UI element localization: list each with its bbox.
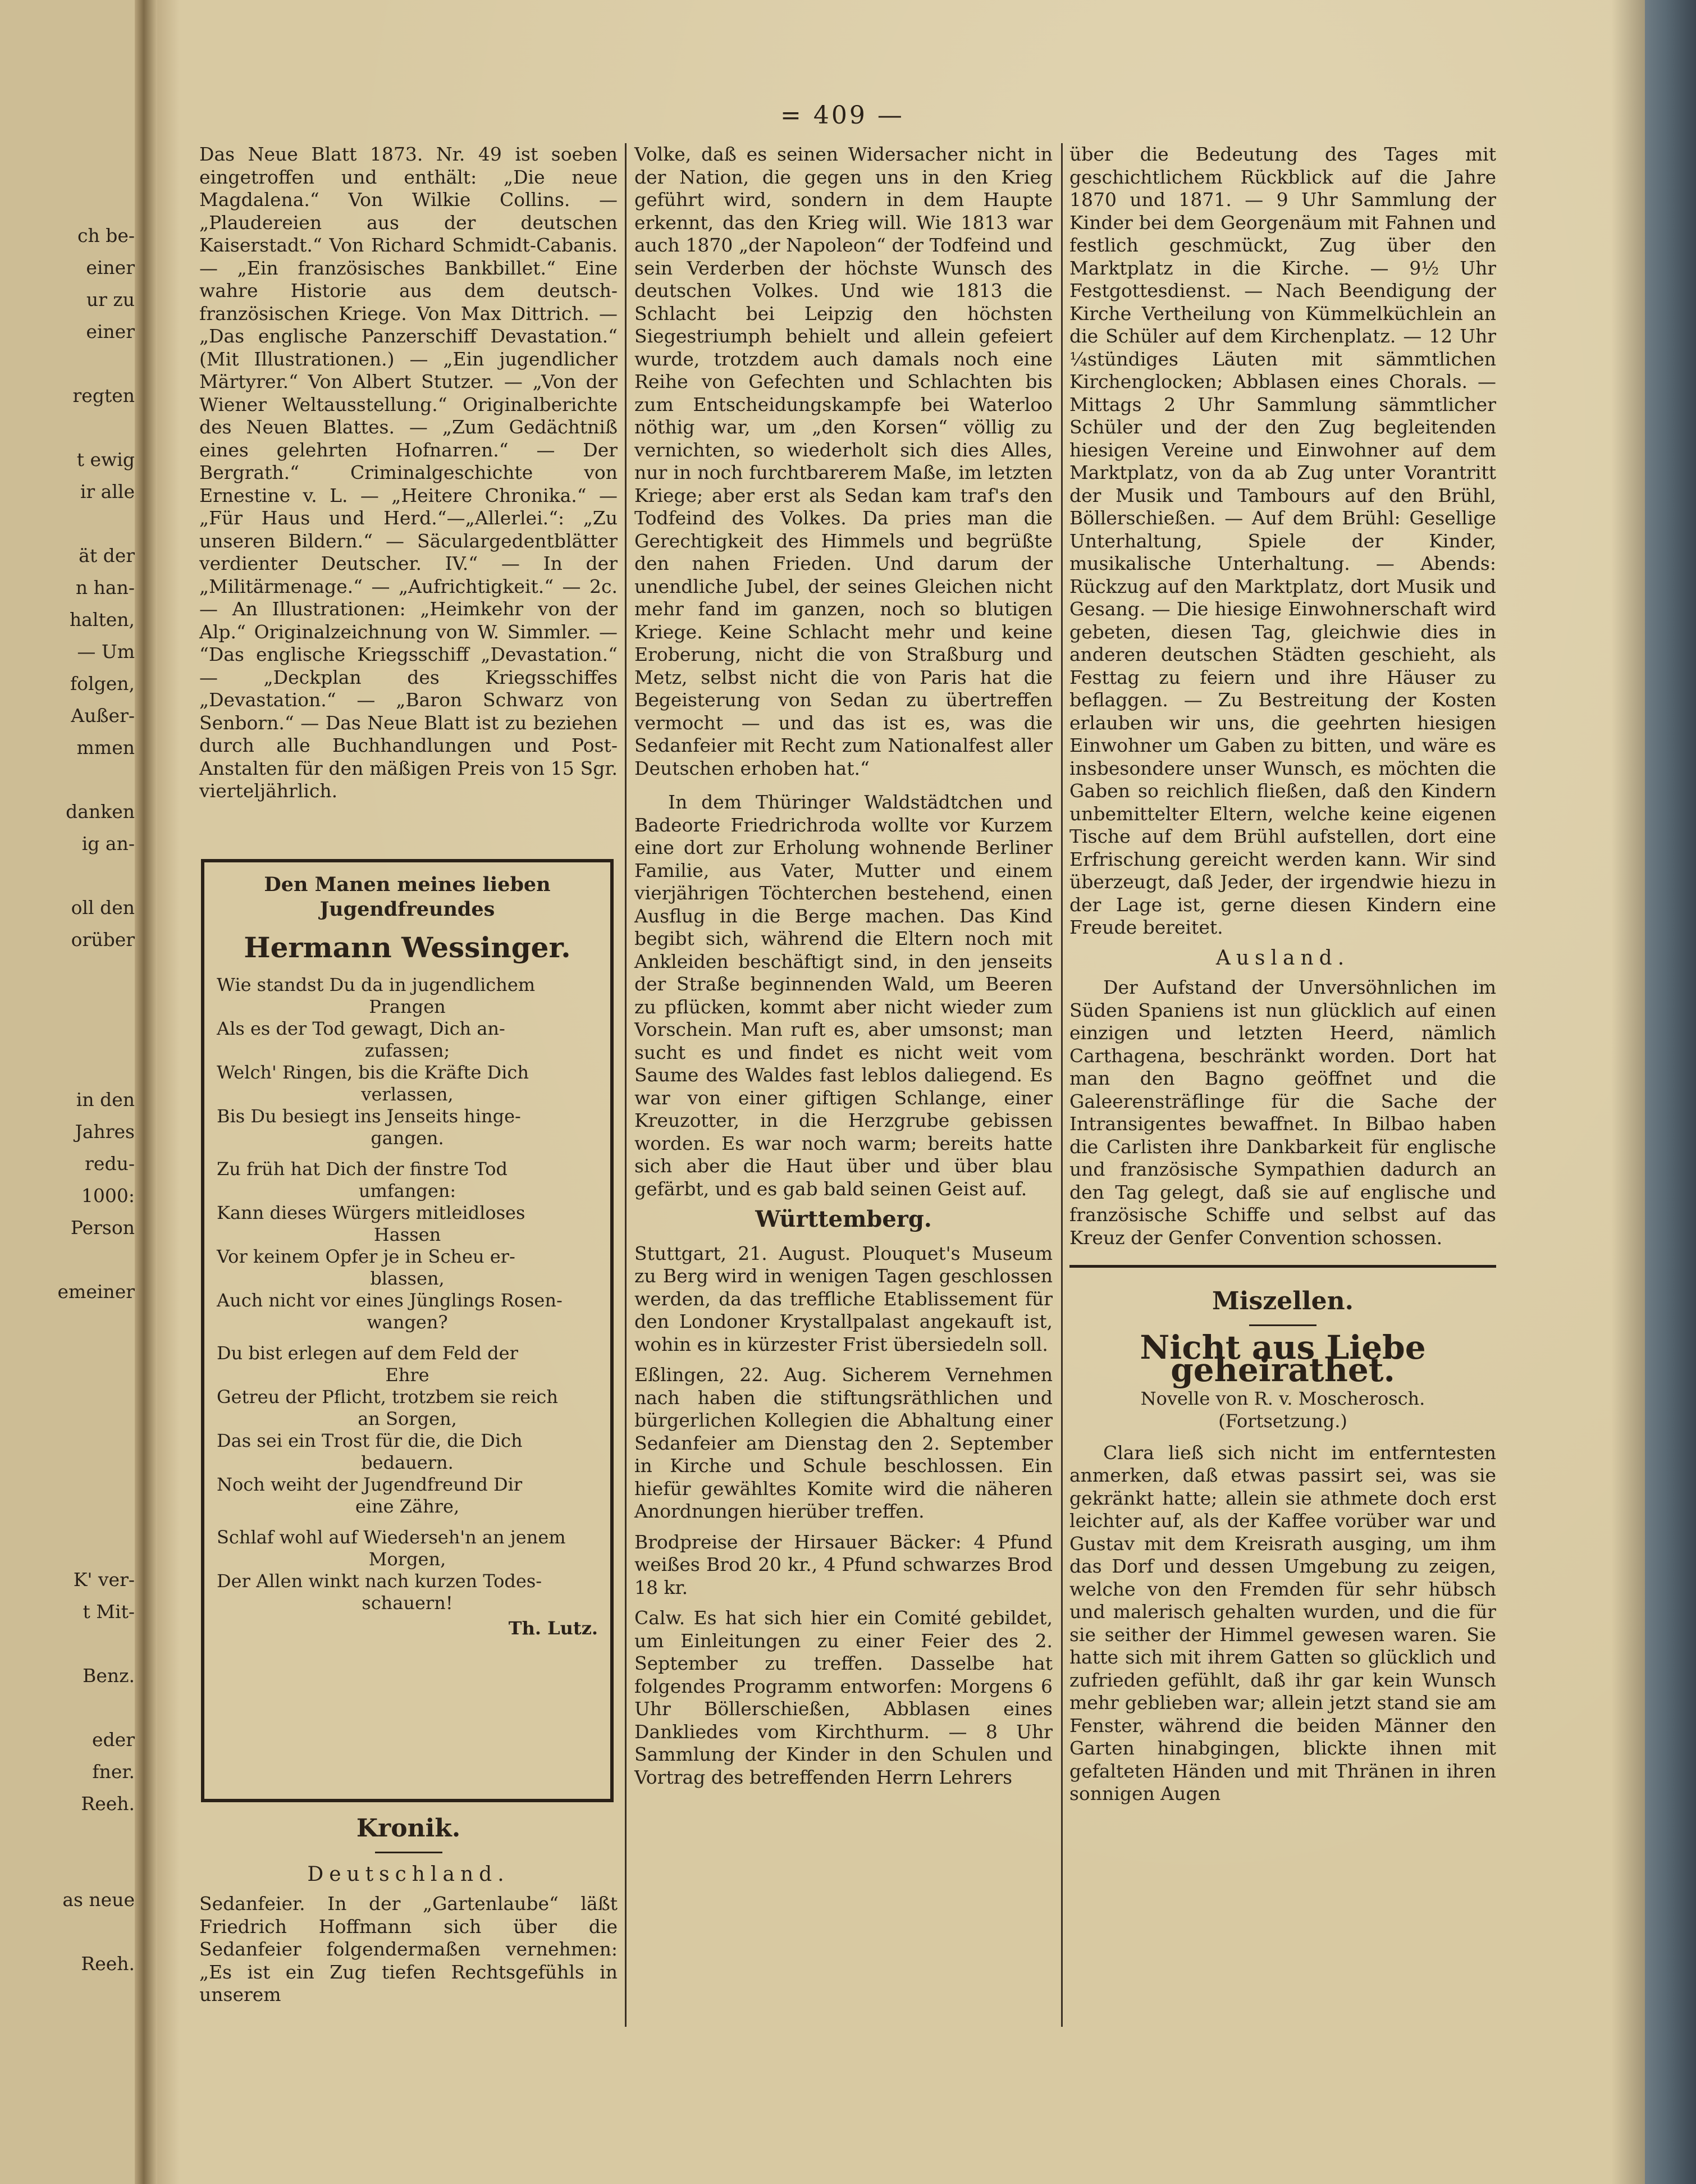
- left-page-fragment: einer: [86, 257, 135, 278]
- poem-line-continuation: Morgen,: [368, 1548, 446, 1570]
- miszellen-rule: [1249, 1324, 1316, 1326]
- left-page-fragment: halten,: [69, 609, 135, 630]
- left-page-fragment: [0, 1025, 135, 1057]
- left-page-fragment: 1000:: [81, 1185, 135, 1207]
- left-page-fragment: Reeh.: [81, 1953, 135, 1975]
- spain-paragraph: Der Aufstand der Unversöhnlichen im Süden Spaniens ist nun glücklich auf einen einzigen und letzten Heerd, nämlich Carthagena, beschränkt worden. Dort hat man den Bagno geöffnet und die Galeerensträflinge für die Sache der Intransigentes bewaffnet. In Bilbao haben die Carlisten ihre Dankbarkeit für englische und französische Sympathien dadurch an den Tag gelegt, daß sie auf englische und französische Schiffe und selbst auf das Kreuz der Genfer Convention schossen.: [1069, 976, 1496, 1249]
- book-gutter: [135, 0, 157, 2184]
- left-page-fragment: n han-: [75, 577, 135, 598]
- brodpreise-paragraph: Brodpreise der Hirsauer Bäcker: 4 Pfund weißes Brod 20 kr., 4 Pfund schwarzes Brod 18 kr.: [634, 1530, 1053, 1598]
- left-page-fragment: emeiner: [57, 1281, 135, 1303]
- story-paragraph: Clara ließ sich nicht im entferntesten anmerken, daß etwas passirt sei, was sie gekränkt hatte; allein sie athmete doch erst leichter auf, als der Kaffee vorüber war und Gustav mit dem Kreisrath ausging, um ihm das Dorf und dessen Umgebung zu zeigen, welche von den Fremden für sehr hübsch und malerisch gehalten wurden, und die für sie seither der Himmel gewesen waren. Sie hatte sich mit ihrem Gatten so glücklich und zufrieden gefühlt, daß ihr gar kein Wunsch mehr geblieben war; allein jetzt stand sie am Fenster, während die beiden Männer den Garten hinabgingen, blickte ihnen mit gefalteten Händen und mit Thränen in ihren sonnigen Augen: [1069, 1441, 1496, 1804]
- left-page-fragment: as neue: [62, 1889, 135, 1911]
- left-page-fragment: [0, 1537, 135, 1569]
- left-page-fragment: [0, 1345, 135, 1377]
- left-page-fragment: [0, 993, 135, 1025]
- page-number-mark-left: =: [780, 101, 803, 130]
- left-page-fragment: [0, 1633, 135, 1665]
- left-page-fragment: [0, 961, 135, 993]
- column-1: [199, 143, 618, 811]
- left-page-fragment: [0, 1441, 135, 1473]
- poem-line-continuation: Prangen: [369, 996, 446, 1017]
- poem-line: Kann dieses Würgers mitleidloses: [217, 1202, 525, 1223]
- left-page-fragments: [0, 225, 135, 1985]
- left-page-fragment: [0, 513, 135, 545]
- poem-line-continuation: blassen,: [370, 1268, 445, 1289]
- stuttgart-paragraph: Stuttgart, 21. August. Plouquet's Museum zu Berg wird in wenigen Tagen geschlossen werden, da das treffliche Etablissement für den Londoner Krystallpalast angekauft ist, wohin es in kürzester Frist übersiedeln soll.: [634, 1242, 1053, 1355]
- left-page-fragment: ch be-: [77, 225, 135, 246]
- kronik-heading: Kronik.: [356, 1814, 461, 1843]
- left-page-fragment: fner.: [92, 1761, 135, 1783]
- esslingen-paragraph: Eßlingen, 22. Aug. Sicherem Vernehmen nach haben die stiftungsräthlichen und bürgerlichen Kollegien die Abhaltung einer Sedanfeier am Dienstag den 2. September in Kirche und Schule beschlossen. Ein hiefür gewähltes Komite wird die näheren Anordnungen hierüber treffen.: [634, 1364, 1053, 1522]
- poem-line-continuation: Hassen: [373, 1224, 441, 1245]
- poem-line-continuation: Ehre: [385, 1364, 429, 1386]
- left-page-fragment: in den: [76, 1089, 135, 1111]
- poem-line: Der Allen winkt nach kurzen Todes-: [217, 1570, 542, 1592]
- left-page-fragment: orüber: [71, 929, 135, 951]
- left-page-fragment: folgen,: [70, 673, 135, 695]
- left-page-fragment: ur zu: [86, 289, 135, 310]
- story-title: Nicht aus Liebe geheirathet.: [1140, 1328, 1426, 1389]
- poem-line-continuation: verlassen,: [361, 1084, 454, 1105]
- left-page: [0, 0, 140, 2184]
- left-page-fragment: danken: [66, 801, 135, 823]
- left-page-fragment: ir alle: [80, 481, 135, 502]
- page-edge-shadow: [1611, 0, 1645, 2184]
- poem-line: Du bist erlegen auf dem Feld der: [217, 1342, 518, 1364]
- deutschland-heading: Deutschland.: [307, 1862, 510, 1886]
- poem-line-continuation: an Sorgen,: [358, 1408, 457, 1429]
- left-page-fragment: [0, 1857, 135, 1889]
- neue-blatt-notice: Das Neue Blatt 1873. Nr. 49 ist soeben eingetroffen und enthält: „Die neue Magdalena.“ Von Wilkie Collins. — „Plaudereien aus der deutschen Kaiserstadt.“ Von Richard Schmidt-Cabanis. — „Ein französisches Bankbillet.“ Eine wahre Historie aus dem deutsch-französischen Kriege. Von Max Dittrich. — „Das englische Panzerschiff Devastation.“ (Mit Illustrationen.) — „Ein jugendlicher Märtyrer.“ Von Albert Stutzer. — „Von der Wiener Weltausstellung.“ Originalberichte des Neuen Blattes. — „Zum Gedächtniß eines gelehrten Hofnarren.“ — Der Bergrath.“ Criminalgeschichte von Ernestine v. L. — „Heitere Chronika.“ — „Für Haus und Herd.“—„Allerlei.“: „Zu unseren Bildern.“ — Säculargedentblätter verdienter Deutscher. IV.“ — In der „Militärmenage.“ — „Aufrichtigkeit.“ — 2c. — An Illustrationen: „Heimkehr von der Alp.“ Originalzeichnung von W. Simmler. — “Das englische Kriegsschiff „Devastation.“ — „Deckplan des Kriegsschiffes „Devastation.“ — „Baron Schwarz von Senborn.“ — Das Neue Blatt ist zu beziehen durch alle Buchhandlungen und Post-Anstalten für den mäßigen Preis von 15 Sgr. vierteljährlich.: [199, 143, 618, 802]
- poem-line-continuation: zufassen;: [364, 1040, 450, 1061]
- left-page-fragment: [0, 1057, 135, 1089]
- left-page-fragment: K' ver-: [73, 1569, 135, 1591]
- poem-lines: [217, 974, 598, 1614]
- story-continued: (Fortsetzung.): [1218, 1410, 1347, 1432]
- column-1-lower: [199, 1811, 618, 2014]
- poem-line-continuation: schauern!: [362, 1592, 453, 1614]
- left-page-fragment: [0, 1409, 135, 1441]
- poem-line: Zu früh hat Dich der finstre Tod: [217, 1158, 508, 1180]
- column-rule-2: [1061, 143, 1063, 2027]
- poem-line-continuation: eine Zähre,: [355, 1496, 460, 1517]
- poem-dedication: Den Manen meines lieben Jugendfreundes: [264, 873, 551, 921]
- column-2: [634, 143, 1053, 1797]
- book-cover-edge: [1645, 0, 1696, 2184]
- left-page-fragment: [0, 1313, 135, 1345]
- poem-line: Noch weiht der Jugendfreund Dir: [217, 1474, 523, 1495]
- left-page-fragment: [0, 1377, 135, 1409]
- ausland-heading: Ausland.: [1215, 946, 1350, 970]
- story-author: Novelle von R. v. Moscherosch.: [1140, 1387, 1425, 1409]
- friedrichroda-paragraph: In dem Thüringer Waldstädtchen und Badeorte Friedrichroda wollte vor Kurzem eine dort zur Erholung wohnende Berliner Familie, aus Vater, Mutter und einem vierjährigen Töchterchen bestehend, einen Ausflug in die Berge machen. Das Kind begibt sich, während die Eltern noch mit Ankleiden beschäftigt sind, in den jenseits der Straße beginnenden Wald, um Beeren zu pflücken, kommt aber nicht wieder zum Vorschein. Man ruft es, aber umsonst; man sucht es und findet es nicht weit vom Saume des Waldes fast leblos daliegend. Es war von einer giftigen Schlange, einer Kreuzotter, in die Herzgrube gebissen worden. Es war noch warm; bereits hatte sich aber die Haut über und über blau gefärbt, und es gab bald seinen Geist auf.: [634, 791, 1053, 1200]
- left-page-fragment: Person: [70, 1217, 135, 1239]
- left-page-fragment: [0, 769, 135, 801]
- left-page-fragment: Jahres: [75, 1121, 135, 1143]
- poem-line-continuation: wangen?: [367, 1312, 448, 1333]
- left-page-fragment: [0, 865, 135, 897]
- left-page-fragment: — Um: [77, 641, 135, 662]
- calw-paragraph: Calw. Es hat sich hier ein Comité gebildet, um Einleitungen zu einer Feier des 2. September zu treffen. Dasselbe hat folgendes Programm entworfen: Morgens 6 Uhr Böllerschießen, Abblasen eines Dankliedes vom Kirchthurm. — 8 Uhr Sammlung der Kinder in den Schulen und Vortrag des betreffenden Herrn Lehrers: [634, 1607, 1053, 1788]
- sedan-continuation: Volke, daß es seinen Widersacher nicht in der Nation, die gegen uns in den Krieg geführt wird, sondern in dem Haupte erkennt, das den Krieg will. Wie 1813 war auch 1870 „der Napoleon“ der Todfeind und sein Verderben der höchste Wunsch des deutschen Volkes. Und wie 1813 die Schlacht bei Leipzig den höchsten Siegestriumph behielt und allein gefeiert wurde, trotzdem auch damals noch eine Reihe von Gefechten und Schlachten bis zum Entscheidungskampfe bei Waterloo nöthig war, um „den Korsen“ völlig zu vernichten, so wiederholt sich dies Alles, nur in noch furchtbarerem Maße, im letzten Kriege; aber erst als Sedan kam traf's den Todfeind des Volkes. Da pries man die Gerechtigkeit des Himmels und begrüßte den nahen Frieden. Und darum der unendliche Jubel, der seines Gleichen nicht mehr fand im ganzen, noch so blutigen Kriege. Keine Schlacht mehr und keine Eroberung, nicht die von Straßburg und Metz, selbst nicht die von Paris hat die Begeisterung von Sedan zu übertreffen vermocht — und das ist es, was die Sedanfeier mit Recht zum Nationalfest aller Deutschen erhoben hat.“: [634, 143, 1053, 779]
- poem-line-continuation: gangen.: [371, 1127, 444, 1149]
- poem-name: Hermann Wessinger.: [244, 931, 571, 964]
- poem-line: Schlaf wohl auf Wiederseh'n an jenem: [217, 1527, 566, 1548]
- left-page-fragment: einer: [86, 321, 135, 342]
- left-page-fragment: regten: [72, 385, 135, 406]
- left-page-fragment: [0, 1473, 135, 1505]
- page-number-line: [780, 101, 904, 130]
- wuerttemberg-heading: Württemberg.: [755, 1206, 932, 1232]
- left-page-fragment: ät der: [79, 545, 135, 566]
- left-page-fragment: t ewig: [76, 449, 135, 470]
- poem-line: Auch nicht vor eines Jünglings Rosen-: [217, 1290, 563, 1311]
- left-page-fragment: Außer-: [71, 705, 135, 727]
- memorial-poem-box: [201, 859, 614, 1802]
- left-page-fragment: mmen: [76, 737, 135, 759]
- poem-line: Als es der Tod gewagt, Dich an-: [217, 1018, 505, 1039]
- calw-continuation: über die Bedeutung des Tages mit geschichtlichem Rückblick auf die Jahre 1870 und 1871. — 9 Uhr Sammlung der Kinder bei dem Georgenäum mit Fahnen und festlich geschmückt, Zug über den Marktplatz in die Kirche. — 9½ Uhr Festgottesdienst. — Nach Beendigung der Kirche Vertheilung von Kümmelküchlein an die Schüler auf dem Kirchenplatz. — 12 Uhr ¼stündiges Läuten mit sämmtlichen Kirchenglocken; Abblasen eines Chorals. — Mittags 2 Uhr Sammlung sämmtlicher Schüler und der den Zug begleitenden hiesigen Vereine und Einwohner auf dem Marktplatz, von da ab Zug unter Vorantritt der Musik und Tambours auf den Brühl, Böllerschießen. — Auf dem Brühl: Gesellige Unterhaltung, Spiele der Kinder, musikalische Unterhaltung. — Abends: Rückzug auf den Marktplatz, dort Musik und Gesang. — Die hiesige Einwohnerschaft wird gebeten, diesen Tag, gleichwie dies in anderen deutschen Städten geschieht, als Festtag zu feiern und ihre Häuser zu beflaggen. — Zu Bestreitung der Kosten erlauben wir uns, die geehrten hiesigen Einwohner um Gaben zu bitten, und wäre es insbesondere unser Wunsch, es möchten die Gaben so reichlich fließen, daß den Kindern unbemittelter Eltern, welche keine eigenen Tische auf dem Brühl aufstellen, dort eine Erfrischung gereicht werden kann. Wir sind überzeugt, daß Jeder, der irgendwie hiezu in der Lage ist, gerne diesen Kindern eine Freude bereitet.: [1069, 143, 1496, 938]
- poem-signature: Th. Lutz.: [508, 1618, 598, 1639]
- left-page-fragment: [0, 1697, 135, 1729]
- left-page-fragment: Benz.: [83, 1665, 135, 1687]
- left-page-fragment: eder: [92, 1729, 135, 1751]
- poem-line-continuation: bedauern.: [361, 1452, 454, 1473]
- left-page-fragment: [0, 1249, 135, 1281]
- poem-line: Bis Du besiegt ins Jenseits hinge-: [217, 1105, 521, 1127]
- poem-line-continuation: umfangen:: [358, 1180, 456, 1201]
- poem-line: Das sei ein Trost für die, die Dich: [217, 1430, 523, 1451]
- column-rule-1: [625, 143, 627, 2027]
- left-page-fragment: ig an-: [81, 833, 135, 855]
- page-number-mark-right: —: [877, 101, 904, 130]
- left-page-fragment: oll den: [71, 897, 135, 919]
- kronik-rule: [375, 1852, 442, 1853]
- left-page-fragment: [0, 1505, 135, 1537]
- poem-line: Welch' Ringen, bis die Kräfte Dich: [217, 1062, 529, 1083]
- left-page-fragment: [0, 417, 135, 449]
- left-page-fragment: redu-: [85, 1153, 135, 1175]
- left-page-fragment: [0, 1921, 135, 1953]
- poem-line: Getreu der Pflicht, trotzbem sie reich: [217, 1386, 558, 1408]
- left-page-fragment: Reeh.: [81, 1793, 135, 1815]
- column-3: [1069, 143, 1496, 1813]
- left-page-fragment: t Mit-: [83, 1601, 135, 1623]
- left-page-fragment: [0, 1825, 135, 1857]
- poem-line: Wie standst Du da in jugendlichem: [217, 974, 536, 995]
- poem-line: Vor keinem Opfer je in Scheu er-: [217, 1246, 515, 1267]
- page-number: 409: [813, 101, 867, 130]
- miszellen-heading: Miszellen.: [1212, 1287, 1354, 1315]
- section-rule: [1069, 1265, 1496, 1268]
- sedan-paragraph: Sedanfeier. In der „Gartenlaube“ läßt Friedrich Hoffmann sich über die Sedanfeier folgendermaßen vernehmen: „Es ist ein Zug tiefen Rechtsgefühls in unserem: [199, 1893, 618, 2005]
- left-page-fragment: [0, 353, 135, 385]
